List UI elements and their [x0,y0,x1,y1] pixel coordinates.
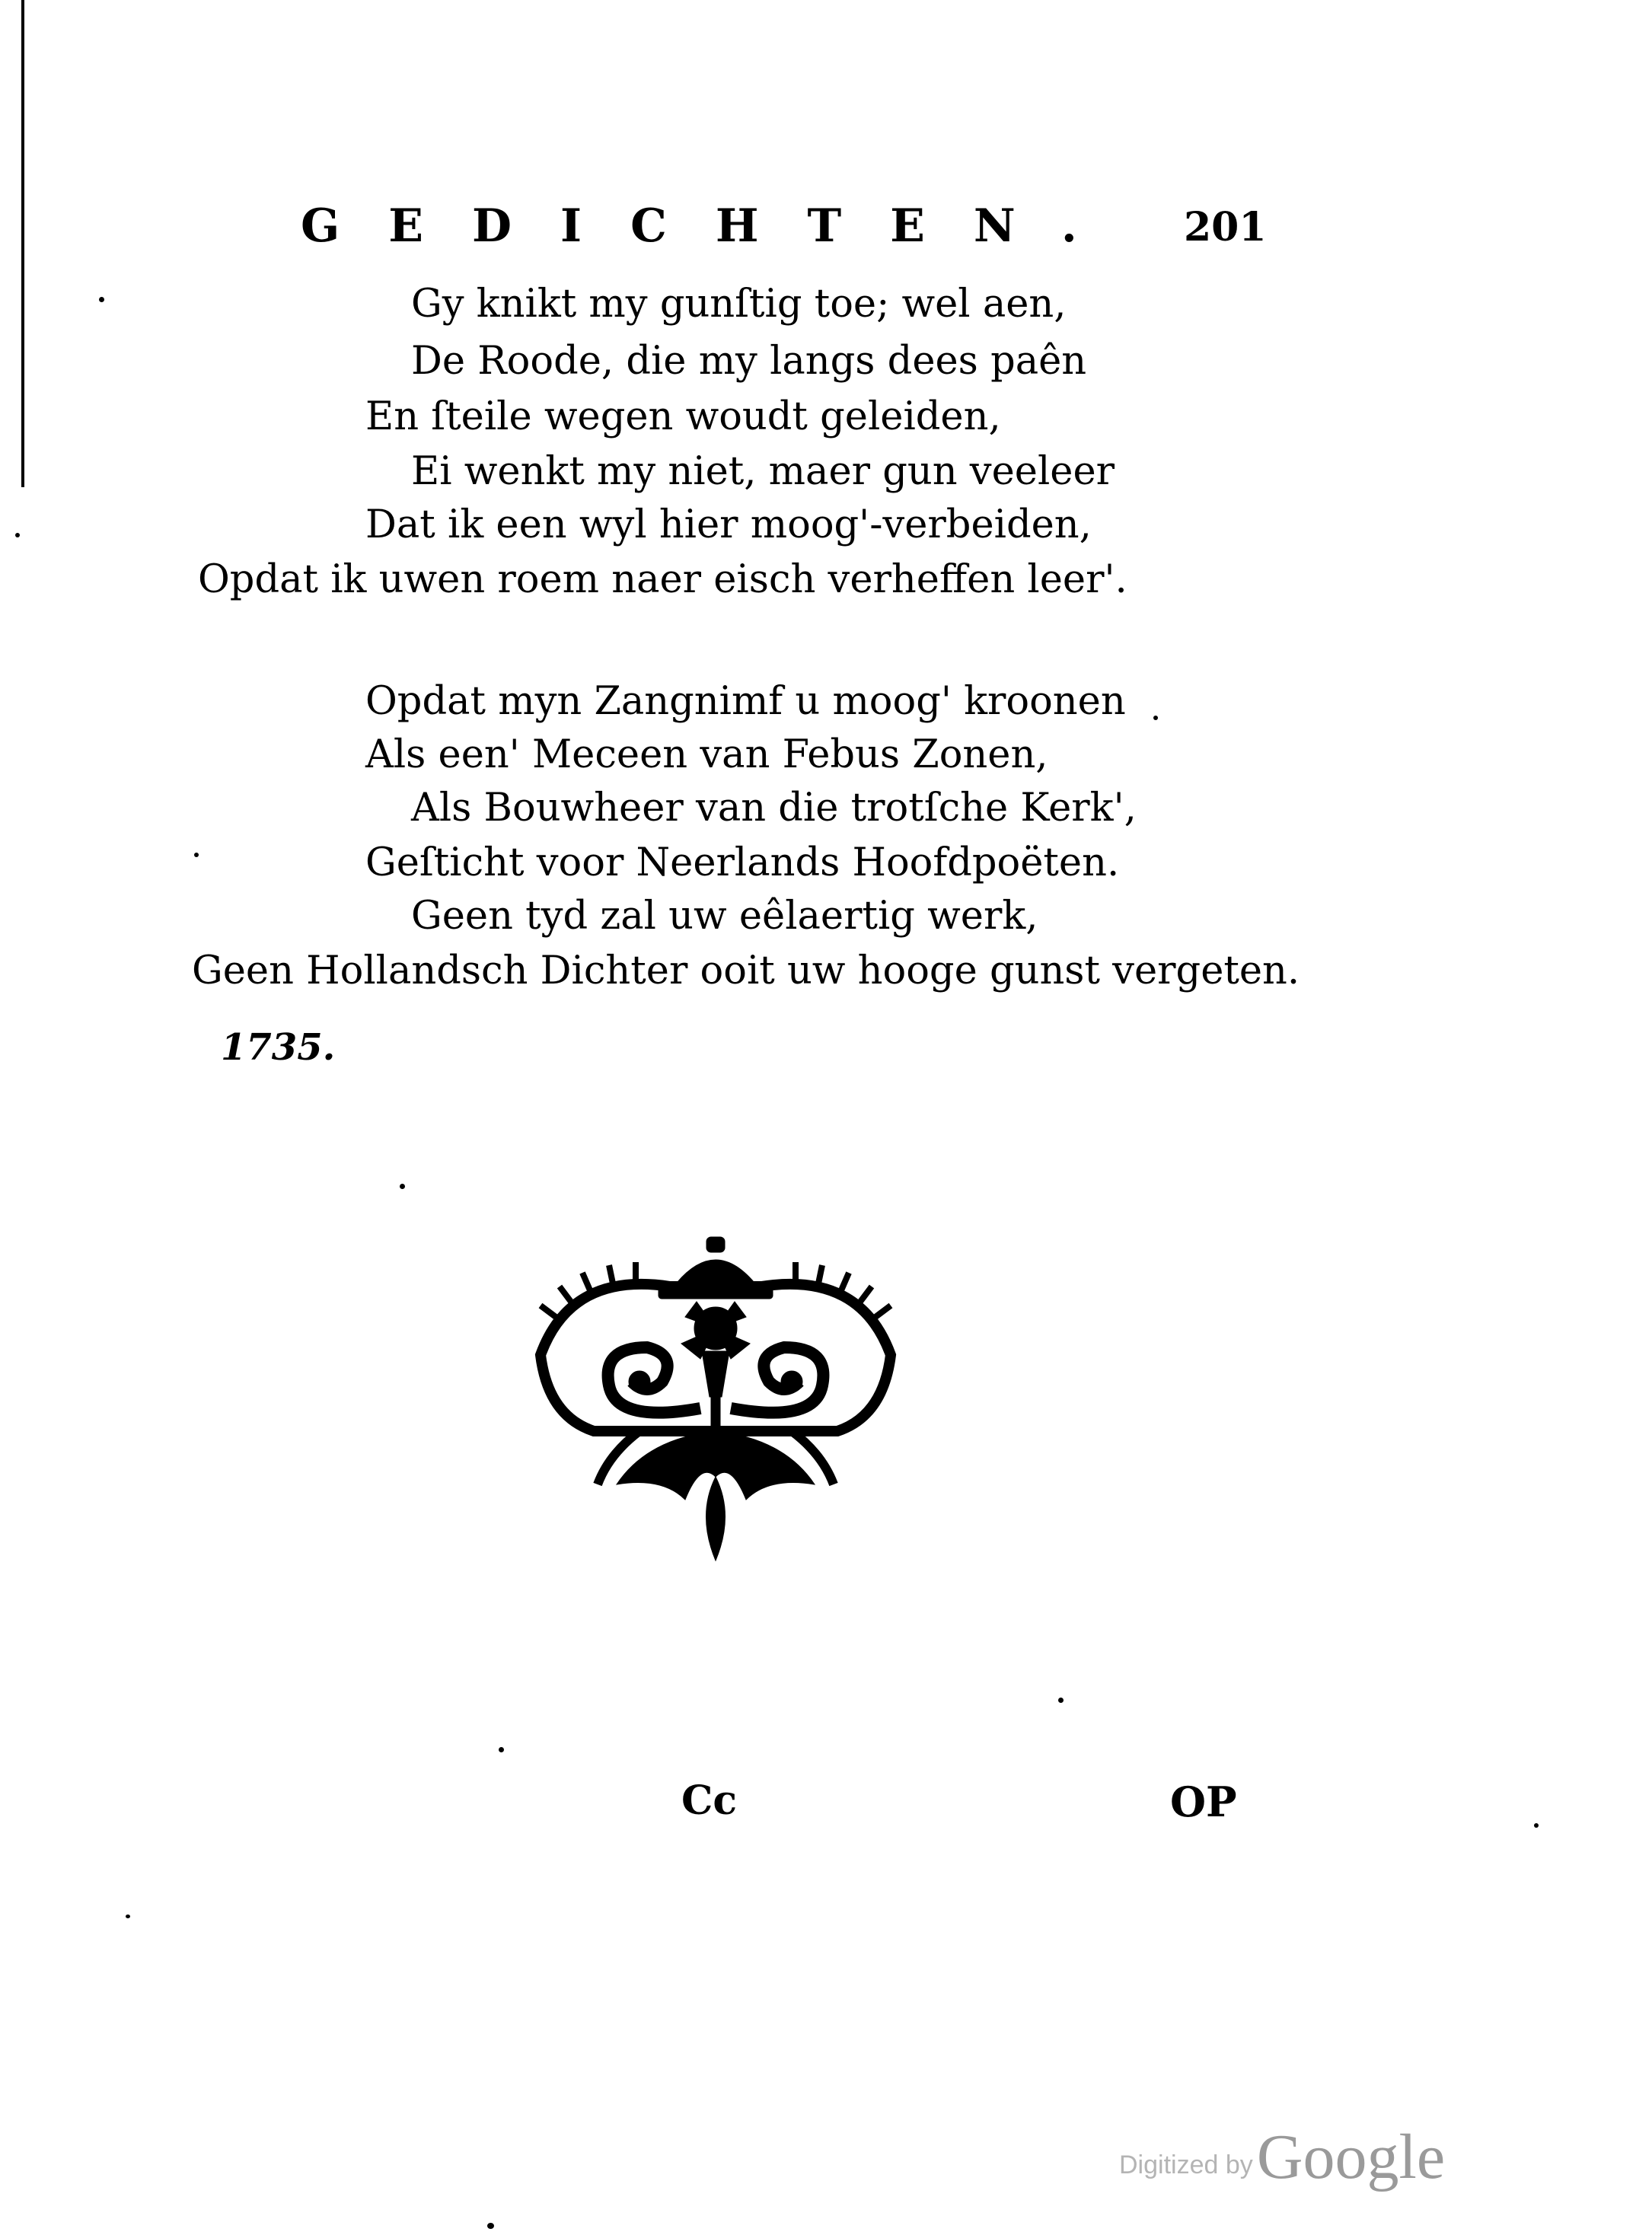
verse-line: De Roode, die my langs dees paên [411,339,1087,384]
verse-line: Opdat ik uwen roem naer eisch verheffen leer'. [198,557,1127,602]
scan-speck [126,1915,130,1918]
page-number: 201 [1184,204,1267,250]
scan-speck [15,533,20,537]
scan-speck [1153,716,1158,720]
watermark-prefix: Digitized by [1119,2151,1253,2179]
scan-speck [400,1184,405,1189]
verse-line: Opdat myn Zangnimf u moog' kroonen [365,679,1126,724]
verse-line: Geſticht voor Neerlands Hoofdpoëten. [365,840,1120,885]
scan-speck [1058,1698,1064,1703]
verse-line: Geen tyd zal uw eêlaertig werk, [411,894,1038,939]
digitized-watermark [1119,2120,1445,2194]
scan-speck [1534,1823,1539,1828]
signature-mark: Cc [681,1777,738,1824]
verse-line: Ei wenkt my niet, maer gun veeleer [411,449,1115,494]
running-head: GEDICHTEN. [301,199,1126,253]
verse-line: Dat ik een wyl hier moog'-verbeiden, [365,502,1092,547]
catchword: OP [1170,1777,1237,1826]
watermark-brand: Google [1256,2122,1446,2192]
scan-speck [487,2223,494,2229]
page-edge-rule [21,0,24,487]
floral-fleuron-icon [525,1233,906,1568]
verse-line: En ſteile wegen woudt geleiden, [365,394,1001,439]
verse-line: Gy knikt my gunſtig toe; wel aen, [411,282,1067,327]
scan-speck [99,297,104,302]
scan-speck [194,853,199,857]
verse-line: Als Bouwheer van die trotſche Kerk', [411,786,1137,831]
verse-line: Geen Hollandsch Dichter ooit uw hooge gunst vergeten. [192,949,1300,993]
verse-line: Als een' Meceen van Febus Zonen, [365,732,1048,777]
scan-speck [499,1747,504,1752]
year: 1735. [221,1026,336,1069]
